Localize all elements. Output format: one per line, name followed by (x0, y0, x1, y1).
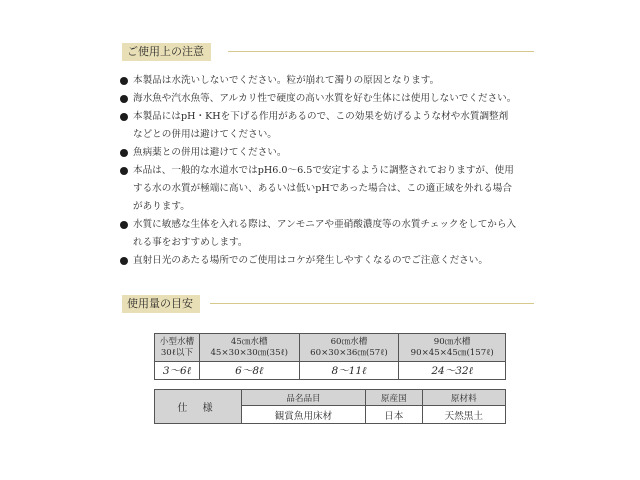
bullet-icon (120, 95, 128, 103)
bullet-icon (120, 257, 128, 265)
spec-header: 品名品目 (242, 390, 366, 406)
spec-value: 観賞魚用床材 (242, 406, 366, 424)
caution-item: 魚病薬との併用は避けてください。 (120, 144, 544, 162)
amount-cell: 6～8ℓ (199, 362, 299, 380)
tank-header: 60㎝水槽 60×30×36㎝(57ℓ) (299, 334, 399, 362)
usage-amount-row (155, 362, 506, 380)
caution-item: 海水魚や汽水魚等、アルカリ性で硬度の高い水質を好む生体には使用しないでください。 (120, 90, 544, 108)
bullet-icon (120, 149, 128, 157)
usage-header-row (155, 334, 506, 362)
spec-header: 原産国 (365, 390, 422, 406)
spec-label: 仕 様 (155, 390, 242, 424)
caution-item: 本製品にはpH・KHを下げる作用があるので、この効果を妨げるような材や水質調整剤 などとの併用は避けてください。 (120, 108, 544, 144)
amount-cell: 8～11ℓ (299, 362, 399, 380)
spec-value: 天然黒土 (422, 406, 505, 424)
amount-cell: 3～6ℓ (155, 362, 200, 380)
bullet-icon (120, 113, 128, 121)
caution-item: 本品は、一般的な水道水ではpH6.0～6.5で安定するように調整されておりますが、使用 する水の水質が極端に高い、あるいは低いpHであった場合は、この適正域を外れる場合 があります。 (120, 162, 544, 216)
usage-title: 使用量の目安 (122, 295, 200, 313)
spec-header: 原材料 (422, 390, 505, 406)
spec-table (154, 389, 506, 424)
bullet-icon (120, 167, 128, 175)
caution-item: 水質に敏感な生体を入れる際は、アンモニアや亜硝酸濃度等の水質チェックをしてから入 れる事をおすすめします。 (120, 216, 544, 252)
amount-cell: 24～32ℓ (399, 362, 506, 380)
spec-value: 日本 (365, 406, 422, 424)
usage-divider (210, 303, 534, 304)
spec-header-row (155, 390, 506, 406)
caution-section-header (122, 43, 534, 61)
usage-section-header (122, 295, 534, 313)
bullet-icon (120, 77, 128, 85)
bullet-icon (120, 221, 128, 229)
caution-divider (228, 51, 534, 52)
caution-list (120, 72, 544, 270)
caution-title: ご使用上の注意 (122, 43, 211, 61)
tank-header: 小型水槽 30ℓ以下 (155, 334, 200, 362)
caution-item: 本製品は水洗いしないでください。粒が崩れて濁りの原因となります。 (120, 72, 544, 90)
tank-header: 90㎝水槽 90×45×45㎝(157ℓ) (399, 334, 506, 362)
tank-header: 45㎝水槽 45×30×30㎝(35ℓ) (199, 334, 299, 362)
usage-table (154, 333, 506, 380)
caution-item: 直射日光のあたる場所でのご使用はコケが発生しやすくなるのでご注意ください。 (120, 252, 544, 270)
